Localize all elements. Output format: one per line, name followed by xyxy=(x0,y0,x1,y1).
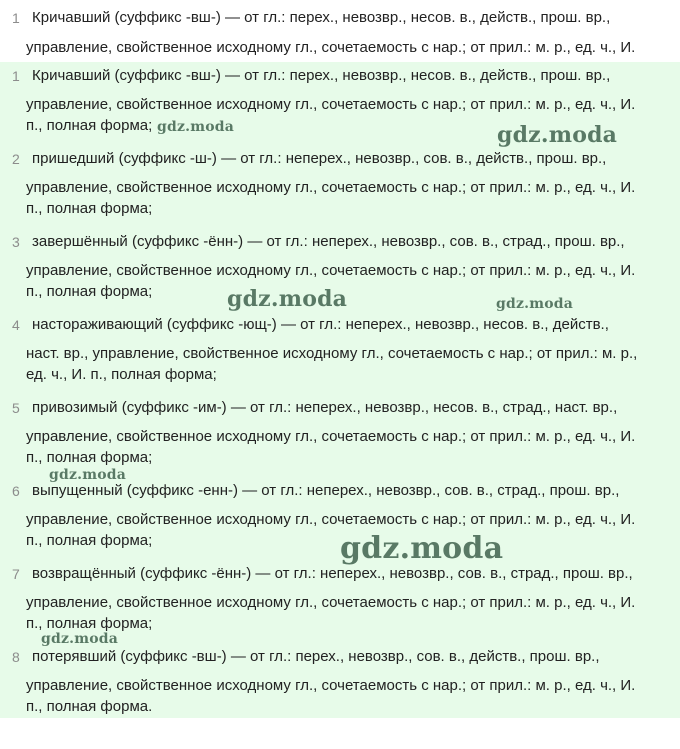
item-text-line-1: настораживающий (суффикс -ющ-) — от гл.: неперех., невозвр., несов. в., действ., xyxy=(32,316,609,333)
header-entry xyxy=(0,8,680,68)
item-text-line-1: завершённый (суффикс -ённ-) — от гл.: неперех., невозвр., сов. в., страд., прош. вр., xyxy=(32,233,625,250)
item-text-line-2: управление, свойственное исходному гл., сочетаемость с нар.; от прил.: м. р., ед. ч., И. xyxy=(26,428,636,445)
item-number: 6 xyxy=(12,483,20,499)
item-number: 1 xyxy=(12,68,20,84)
item-text-line-3: п., полная форма; xyxy=(26,283,153,300)
header-number: 1 xyxy=(12,10,20,26)
item-text-line-3: п., полная форма; xyxy=(26,200,153,217)
item-text-line-3: п., полная форма; xyxy=(26,449,153,466)
item-number: 8 xyxy=(12,649,20,665)
header-text-line-2: управление, свойственное исходному гл., сочетаемость с нар.; от прил.: м. р., ед. ч., И. xyxy=(26,39,636,56)
item-text-line-2: управление, свойственное исходному гл., сочетаемость с нар.; от прил.: м. р., ед. ч., И. xyxy=(26,262,636,279)
item-number: 4 xyxy=(12,317,20,333)
item-number: 7 xyxy=(12,566,20,582)
watermark: gdz.moda xyxy=(496,296,574,312)
header-text-line-1: Кричавший (суффикс -вш-) — от гл.: перех., невозвр., несов. в., действ., прош. вр., xyxy=(32,9,611,26)
header-block xyxy=(0,0,680,62)
watermark: gdz.moda xyxy=(49,467,127,483)
item-text-line-2: управление, свойственное исходному гл., сочетаемость с нар.; от прил.: м. р., ед. ч., И. xyxy=(26,677,636,694)
item-text-line-2: управление, свойственное исходному гл., сочетаемость с нар.; от прил.: м. р., ед. ч., И. xyxy=(26,179,636,196)
item-text-line-2: управление, свойственное исходному гл., сочетаемость с нар.; от прил.: м. р., ед. ч., И. xyxy=(26,511,636,528)
item-text-line-1: потерявший (суффикс -вш-) — от гл.: перех., невозвр., сов. в., действ., прош. вр., xyxy=(32,648,600,665)
item-number: 3 xyxy=(12,234,20,250)
item-text-line-1: привозимый (суффикс -им-) — от гл.: неперех., невозвр., несов. в., страд., наст. вр., xyxy=(32,399,618,416)
item-text-line-1: возвращённый (суффикс -ённ-) — от гл.: неперех., невозвр., сов. в., страд., прош. вр., xyxy=(32,565,633,582)
watermark: gdz.moda xyxy=(41,631,119,647)
item-text-line-3: п., полная форма. xyxy=(26,698,153,715)
item-text-line-1: пришедший (суффикс -ш-) — от гл.: неперех., невозвр., сов. в., действ., прош. вр., xyxy=(32,150,607,167)
watermark: gdz.moda xyxy=(497,122,618,148)
item-text-line-3: ед. ч., И. п., полная форма; xyxy=(26,366,217,383)
item-text-line-3: п., полная форма; xyxy=(26,532,153,549)
item-text-line-3: п., полная форма; xyxy=(26,117,153,134)
item-text-line-3: п., полная форма; xyxy=(26,615,153,632)
item-number: 2 xyxy=(12,151,20,167)
item-text-line-2: управление, свойственное исходному гл., сочетаемость с нар.; от прил.: м. р., ед. ч., И. xyxy=(26,594,636,611)
item-text-line-2: управление, свойственное исходному гл., сочетаемость с нар.; от прил.: м. р., ед. ч., И. xyxy=(26,96,636,113)
watermark: gdz.moda xyxy=(340,531,504,566)
watermark: gdz.moda xyxy=(227,286,348,312)
item-text-line-1: Кричавший (суффикс -вш-) — от гл.: перех., невозвр., несов. в., действ., прош. вр., xyxy=(32,67,611,84)
item-number: 5 xyxy=(12,400,20,416)
item-text-line-1: выпущенный (суффикс -енн-) — от гл.: неперех., невозвр., сов. в., страд., прош. вр., xyxy=(32,482,620,499)
item-text-line-2: наст. вр., управление, свойственное исходному гл., сочетаемость с нар.; от прил.: м. р., xyxy=(26,345,638,362)
watermark: gdz.moda xyxy=(157,119,235,135)
